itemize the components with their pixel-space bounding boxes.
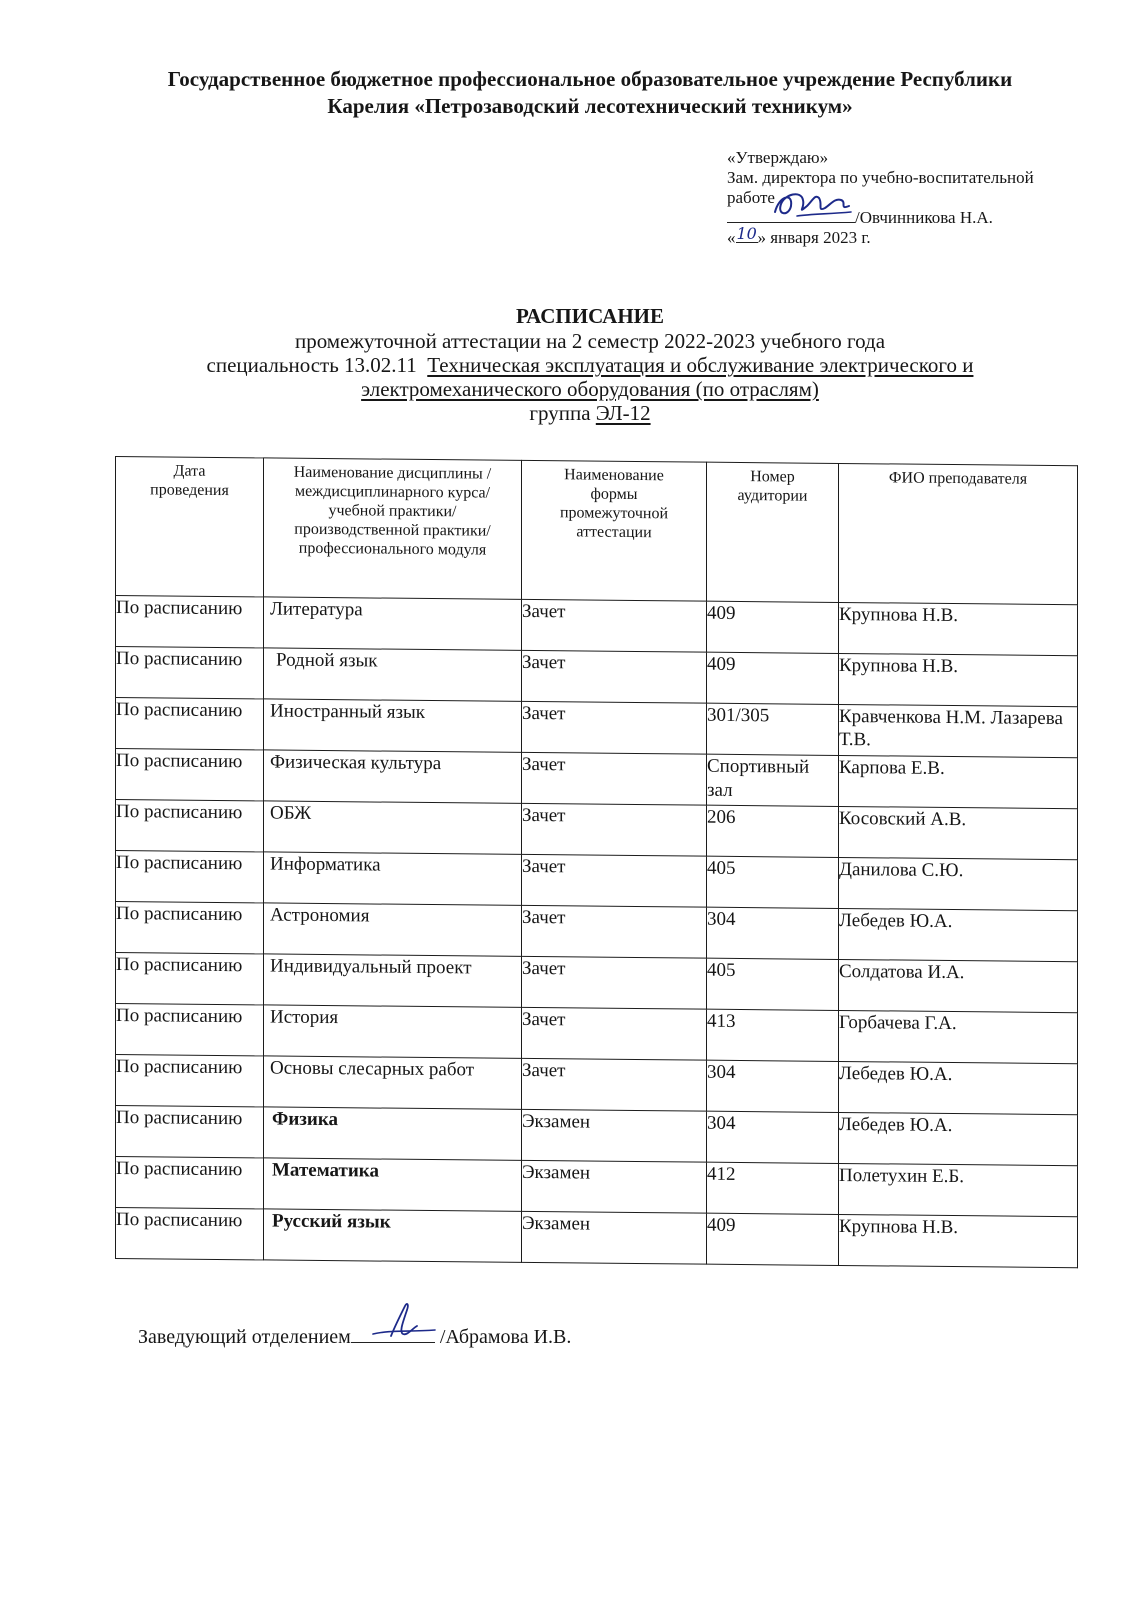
cell-discipline: ОБЖ <box>264 801 522 854</box>
group-label: группа <box>529 401 596 425</box>
approval-block <box>727 148 1087 248</box>
cell-form: Экзамен <box>522 1160 707 1213</box>
cell-date: По расписанию <box>116 749 264 801</box>
schedule-table <box>115 456 1078 1268</box>
footer-signature-line <box>351 1326 435 1343</box>
footer-signer: /Абрамова И.В. <box>439 1326 572 1348</box>
title-block <box>110 303 1070 425</box>
approval-signature-icon <box>767 186 857 222</box>
cell-discipline: История <box>264 1005 522 1058</box>
cell-discipline: Математика <box>264 1158 522 1211</box>
footer-signature-icon <box>369 1300 439 1344</box>
cell-form: Зачет <box>522 803 707 856</box>
table-row <box>116 1208 1078 1268</box>
cell-room: 405 <box>707 856 839 908</box>
header-discipline: Наименование дисциплины /междисциплинарного курса/учебной практики/производственной практики/профессионального модуля <box>264 458 522 599</box>
table-row <box>116 800 1078 860</box>
header-form: Наименование формы промежуточной аттестации <box>522 460 707 601</box>
cell-discipline: Астрономия <box>264 903 522 956</box>
cell-room: 412 <box>707 1162 839 1214</box>
footer-signature <box>138 1326 571 1349</box>
cell-date: По расписанию <box>116 1055 264 1107</box>
table-row <box>116 749 1078 809</box>
specialty-name-1: Техническая эксплуатация и обслуживание электрического и <box>427 353 974 377</box>
group-name: ЭЛ-12 <box>595 401 651 425</box>
table-row <box>116 1157 1078 1217</box>
cell-teacher: Лебедев Ю.А. <box>839 1061 1078 1114</box>
table-row <box>116 902 1078 962</box>
approval-date-rest: » января 2023 г. <box>757 228 871 247</box>
approval-position: Зам. директора по учебно-воспитательной <box>727 168 1034 187</box>
approval-signer: /Овчинникова Н.А. <box>855 208 993 227</box>
specialty-line <box>110 353 1070 377</box>
cell-room: 409 <box>707 1213 839 1265</box>
cell-form: Зачет <box>522 1007 707 1060</box>
table-row <box>116 647 1078 707</box>
cell-discipline: Родной язык <box>264 648 522 701</box>
cell-date: По расписанию <box>116 902 264 954</box>
cell-form: Зачет <box>522 956 707 1009</box>
cell-discipline: Русский язык <box>264 1209 522 1262</box>
cell-teacher: Лебедев Ю.А. <box>839 1112 1078 1165</box>
table-row <box>116 1055 1078 1115</box>
cell-form: Зачет <box>522 650 707 703</box>
org-line-1: Государственное бюджетное профессиональное образовательное учреждение Республики <box>167 67 1013 91</box>
cell-teacher: Данилова С.Ю. <box>839 857 1078 910</box>
cell-room: 409 <box>707 601 839 653</box>
cell-discipline: Физическая культура <box>264 750 522 803</box>
cell-date: По расписанию <box>116 596 264 648</box>
cell-discipline: Индивидуальный проект <box>264 954 522 1007</box>
cell-form: Зачет <box>522 854 707 907</box>
approval-signature-row <box>727 208 1087 228</box>
cell-discipline: Основы слесарных работ <box>264 1056 522 1109</box>
cell-teacher: Лебедев Ю.А. <box>839 908 1078 961</box>
cell-room: 301/305 <box>707 703 839 755</box>
approval-date <box>727 224 1087 248</box>
cell-teacher: Кравченкова Н.М. Лазарева Т.В. <box>839 704 1078 757</box>
cell-room: Спортивный зал <box>707 754 839 806</box>
cell-form: Экзамен <box>522 1211 707 1264</box>
cell-form: Зачет <box>522 599 707 652</box>
cell-teacher: Карпова Е.В. <box>839 755 1078 808</box>
cell-date: По расписанию <box>116 1157 264 1209</box>
specialty-code: специальность 13.02.11 <box>206 353 428 377</box>
cell-discipline: Литература <box>264 597 522 650</box>
cell-discipline: Иностранный язык <box>264 699 522 752</box>
group-line <box>110 401 1070 425</box>
cell-teacher: Крупнова Н.В. <box>839 653 1078 706</box>
cell-room: 409 <box>707 652 839 704</box>
cell-teacher: Горбачева Г.А. <box>839 1010 1078 1063</box>
title-line-1: промежуточной аттестации на 2 семестр 2022-2023 учебного года <box>294 329 886 353</box>
document-title: РАСПИСАНИЕ <box>515 304 665 328</box>
organization-header <box>110 66 1070 120</box>
approval-day-field <box>736 224 758 243</box>
cell-form: Зачет <box>522 1058 707 1111</box>
org-line-2: Карелия «Петрозаводский лесотехнический техникум» <box>327 94 853 118</box>
table-row <box>116 596 1078 656</box>
specialty-line-2 <box>110 377 1070 401</box>
cell-form: Экзамен <box>522 1109 707 1162</box>
approval-signature-line <box>727 208 855 223</box>
cell-room: 304 <box>707 907 839 959</box>
cell-date: По расписанию <box>116 698 264 750</box>
cell-teacher: Полетухин Е.Б. <box>839 1163 1078 1216</box>
table-row <box>116 698 1078 758</box>
footer-label: Заведующий отделением <box>138 1326 351 1348</box>
cell-teacher: Крупнова Н.В. <box>839 1214 1078 1267</box>
cell-date: По расписанию <box>116 1004 264 1056</box>
cell-teacher: Крупнова Н.В. <box>839 602 1078 655</box>
approval-date-open: « <box>727 228 736 247</box>
cell-room: 413 <box>707 1009 839 1061</box>
cell-date: По расписанию <box>116 647 264 699</box>
cell-room: 206 <box>707 805 839 857</box>
cell-date: По расписанию <box>116 1208 264 1260</box>
table-row <box>116 1004 1078 1064</box>
cell-teacher: Солдатова И.А. <box>839 959 1078 1012</box>
cell-room: 405 <box>707 958 839 1010</box>
cell-date: По расписанию <box>116 800 264 852</box>
specialty-name-2: электромеханического оборудования (по отраслям) <box>361 377 819 401</box>
cell-discipline: Информатика <box>264 852 522 905</box>
approval-position-cont: работе <box>727 188 775 207</box>
cell-teacher: Косовский А.В. <box>839 806 1078 859</box>
cell-room: 304 <box>707 1111 839 1163</box>
approval-day-value: 10 <box>736 224 757 243</box>
cell-discipline: Физика <box>264 1107 522 1160</box>
header-room: Номер аудитории <box>707 462 839 602</box>
cell-form: Зачет <box>522 905 707 958</box>
cell-room: 304 <box>707 1060 839 1112</box>
table-body <box>116 596 1078 1268</box>
cell-date: По расписанию <box>116 851 264 903</box>
approval-title: «Утверждаю» <box>727 148 829 167</box>
header-teacher: ФИО преподавателя <box>839 463 1078 604</box>
table-row <box>116 851 1078 911</box>
cell-form: Зачет <box>522 701 707 754</box>
table-header-row <box>116 457 1078 605</box>
header-date: Дата проведения <box>116 457 264 597</box>
cell-date: По расписанию <box>116 1106 264 1158</box>
table-row <box>116 1106 1078 1166</box>
cell-date: По расписанию <box>116 953 264 1005</box>
table-row <box>116 953 1078 1013</box>
cell-form: Зачет <box>522 752 707 805</box>
